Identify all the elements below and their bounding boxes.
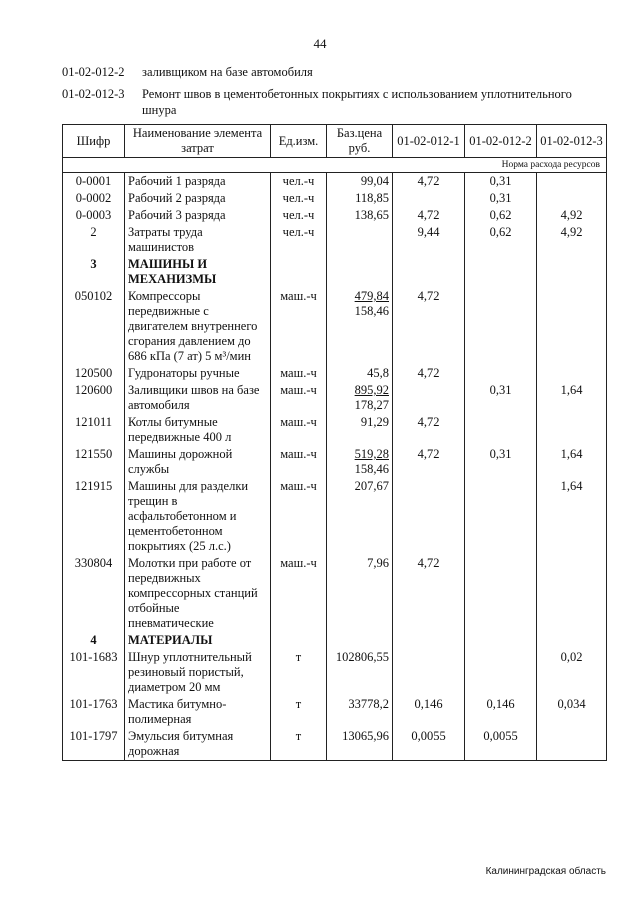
row-name: Рабочий 2 разряда <box>125 190 271 207</box>
row-norm-2 <box>465 365 537 382</box>
row-code: 101-1763 <box>63 696 125 728</box>
row-norm-2: 0,31 <box>465 446 537 478</box>
row-name: МАТЕРИАЛЫ <box>125 632 271 649</box>
row-unit: чел.-ч <box>271 190 327 207</box>
price-secondary-value: 158,46 <box>354 462 389 476</box>
row-unit: маш.-ч <box>271 446 327 478</box>
price-value: 102806,55 <box>335 650 389 664</box>
table-row <box>63 365 607 382</box>
row-price <box>327 414 393 446</box>
row-norm-3 <box>537 288 607 365</box>
table-row <box>63 190 607 207</box>
row-unit: маш.-ч <box>271 478 327 555</box>
table-row <box>63 555 607 632</box>
price-value: 207,67 <box>354 479 389 493</box>
row-norm-1: 4,72 <box>393 288 465 365</box>
row-price <box>327 173 393 191</box>
row-norm-1: 4,72 <box>393 555 465 632</box>
row-norm-2: 0,62 <box>465 207 537 224</box>
price-value: 91,29 <box>360 415 389 429</box>
row-norm-2: 0,0055 <box>465 728 537 761</box>
price-value: 99,04 <box>360 174 389 188</box>
row-code: 101-1683 <box>63 649 125 696</box>
row-price <box>327 555 393 632</box>
row-code: 3 <box>63 256 125 288</box>
row-norm-1: 4,72 <box>393 207 465 224</box>
row-code: 0-0003 <box>63 207 125 224</box>
row-norm-2 <box>465 288 537 365</box>
row-norm-1 <box>393 478 465 555</box>
table-row <box>63 288 607 365</box>
row-name: Молотки при работе от передвижных компрессорных станций отбойные пневматические <box>125 555 271 632</box>
row-price <box>327 446 393 478</box>
row-norm-2: 0,62 <box>465 224 537 256</box>
row-name: Машины дорожной службы <box>125 446 271 478</box>
row-norm-3: 4,92 <box>537 224 607 256</box>
row-price <box>327 365 393 382</box>
price-value: 33778,2 <box>348 697 389 711</box>
row-price <box>327 478 393 555</box>
row-norm-1: 4,72 <box>393 446 465 478</box>
table-row <box>63 207 607 224</box>
row-norm-1 <box>393 649 465 696</box>
row-norm-2: 0,31 <box>465 190 537 207</box>
row-name: Гудронаторы ручные <box>125 365 271 382</box>
row-price <box>327 256 393 288</box>
page-number: 44 <box>313 36 327 51</box>
row-norm-3: 1,64 <box>537 446 607 478</box>
row-norm-3: 4,92 <box>537 207 607 224</box>
row-norm-3 <box>537 190 607 207</box>
row-norm-1 <box>393 632 465 649</box>
table-row <box>63 224 607 256</box>
resource-norms-table <box>62 124 607 761</box>
row-code: 4 <box>63 632 125 649</box>
row-norm-2: 0,31 <box>465 173 537 191</box>
row-unit: чел.-ч <box>271 207 327 224</box>
price-value: 479,84 <box>354 289 389 303</box>
row-norm-3 <box>537 555 607 632</box>
row-unit: т <box>271 696 327 728</box>
row-norm-2 <box>465 555 537 632</box>
header-line-code: 01-02-012-2 <box>62 65 125 79</box>
row-unit: т <box>271 649 327 696</box>
row-norm-3 <box>537 365 607 382</box>
row-price <box>327 382 393 414</box>
row-norm-3 <box>537 728 607 761</box>
row-norm-3 <box>537 632 607 649</box>
row-name: Эмульсия битумная дорожная <box>125 728 271 761</box>
row-unit: маш.-ч <box>271 288 327 365</box>
row-norm-2 <box>465 256 537 288</box>
row-norm-1: 0,146 <box>393 696 465 728</box>
price-value: 138,65 <box>354 208 389 222</box>
row-norm-1: 9,44 <box>393 224 465 256</box>
row-norm-2 <box>465 632 537 649</box>
row-code: 121915 <box>63 478 125 555</box>
price-value: 45,8 <box>367 366 389 380</box>
row-price <box>327 649 393 696</box>
row-code: 101-1797 <box>63 728 125 761</box>
row-unit <box>271 256 327 288</box>
price-value: 7,96 <box>367 556 389 570</box>
row-code: 120600 <box>63 382 125 414</box>
price-value: 895,92 <box>354 383 389 397</box>
row-norm-1 <box>393 382 465 414</box>
header-line-code: 01-02-012-3 <box>62 87 125 101</box>
row-name: Рабочий 3 разряда <box>125 207 271 224</box>
row-unit: чел.-ч <box>271 224 327 256</box>
header-line-text: заливщиком на базе автомобиля <box>142 65 313 79</box>
row-code: 120500 <box>63 365 125 382</box>
row-norm-2 <box>465 478 537 555</box>
table-row <box>63 728 607 761</box>
row-norm-1: 4,72 <box>393 365 465 382</box>
price-value: 118,85 <box>355 191 389 205</box>
row-unit: маш.-ч <box>271 365 327 382</box>
table-row <box>63 696 607 728</box>
table-row <box>63 414 607 446</box>
column-header: Шифр <box>63 125 125 158</box>
row-name: Затраты труда машинистов <box>125 224 271 256</box>
table-row <box>63 478 607 555</box>
row-price <box>327 288 393 365</box>
table-row <box>63 632 607 649</box>
row-unit: чел.-ч <box>271 173 327 191</box>
price-secondary-value: 158,46 <box>354 304 389 318</box>
row-price <box>327 728 393 761</box>
row-code: 0-0001 <box>63 173 125 191</box>
row-name: Рабочий 1 разряда <box>125 173 271 191</box>
row-norm-2 <box>465 649 537 696</box>
table-row <box>63 173 607 191</box>
table-row <box>63 256 607 288</box>
row-norm-2 <box>465 414 537 446</box>
row-code: 121550 <box>63 446 125 478</box>
row-code: 330804 <box>63 555 125 632</box>
norm-label: Норма расхода ресурсов <box>63 158 607 173</box>
row-name: Котлы битумные передвижные 400 л <box>125 414 271 446</box>
table-row <box>63 649 607 696</box>
row-name: Мастика битумно-полимерная <box>125 696 271 728</box>
row-norm-1: 4,72 <box>393 173 465 191</box>
row-code: 121011 <box>63 414 125 446</box>
table-row <box>63 382 607 414</box>
row-name: Заливщики швов на базе автомобиля <box>125 382 271 414</box>
row-code: 0-0002 <box>63 190 125 207</box>
row-norm-1 <box>393 190 465 207</box>
norm-label-row <box>63 158 607 173</box>
row-unit: т <box>271 728 327 761</box>
column-header: Ед.изм. <box>271 125 327 158</box>
column-header: 01-02-012-2 <box>465 125 537 158</box>
row-norm-1: 0,0055 <box>393 728 465 761</box>
table-row <box>63 446 607 478</box>
price-value: 519,28 <box>354 447 389 461</box>
table-body <box>63 173 607 761</box>
row-norm-3: 0,034 <box>537 696 607 728</box>
row-name: Шнур уплотнительный резиновый пористый, диаметром 20 мм <box>125 649 271 696</box>
row-norm-3: 1,64 <box>537 382 607 414</box>
row-price <box>327 696 393 728</box>
row-norm-2: 0,146 <box>465 696 537 728</box>
row-unit <box>271 632 327 649</box>
header-line-text: Ремонт швов в цементобетонных покрытиях с использованием уплотнительного шнура <box>142 87 572 117</box>
column-header: 01-02-012-1 <box>393 125 465 158</box>
row-unit: маш.-ч <box>271 414 327 446</box>
row-code: 050102 <box>63 288 125 365</box>
header-line-1 <box>62 64 602 80</box>
row-price <box>327 224 393 256</box>
row-norm-1: 4,72 <box>393 414 465 446</box>
table-header-row <box>63 125 607 158</box>
row-unit: маш.-ч <box>271 555 327 632</box>
price-value: 13065,96 <box>342 729 389 743</box>
row-norm-1 <box>393 256 465 288</box>
row-name: МАШИНЫ И МЕХАНИЗМЫ <box>125 256 271 288</box>
row-norm-3 <box>537 173 607 191</box>
row-code: 2 <box>63 224 125 256</box>
price-secondary-value: 178,27 <box>354 398 389 412</box>
row-price <box>327 632 393 649</box>
row-name: Компрессоры передвижные с двигателем внутреннего сгорания давлением до 686 кПа (7 ат) 5 м³/мин <box>125 288 271 365</box>
row-norm-3: 0,02 <box>537 649 607 696</box>
row-norm-3 <box>537 256 607 288</box>
row-norm-3: 1,64 <box>537 478 607 555</box>
row-norm-2: 0,31 <box>465 382 537 414</box>
column-header: Баз.цена руб. <box>327 125 393 158</box>
column-header: Наименование элемента затрат <box>125 125 271 158</box>
footer-region: Калининградская область <box>485 866 606 877</box>
row-price <box>327 207 393 224</box>
column-header: 01-02-012-3 <box>537 125 607 158</box>
header-line-2 <box>62 86 602 118</box>
row-name: Машины для разделки трещин в асфальтобетонном и цементобетонном покрытиях (25 л.с.) <box>125 478 271 555</box>
row-unit: маш.-ч <box>271 382 327 414</box>
row-price <box>327 190 393 207</box>
row-norm-3 <box>537 414 607 446</box>
